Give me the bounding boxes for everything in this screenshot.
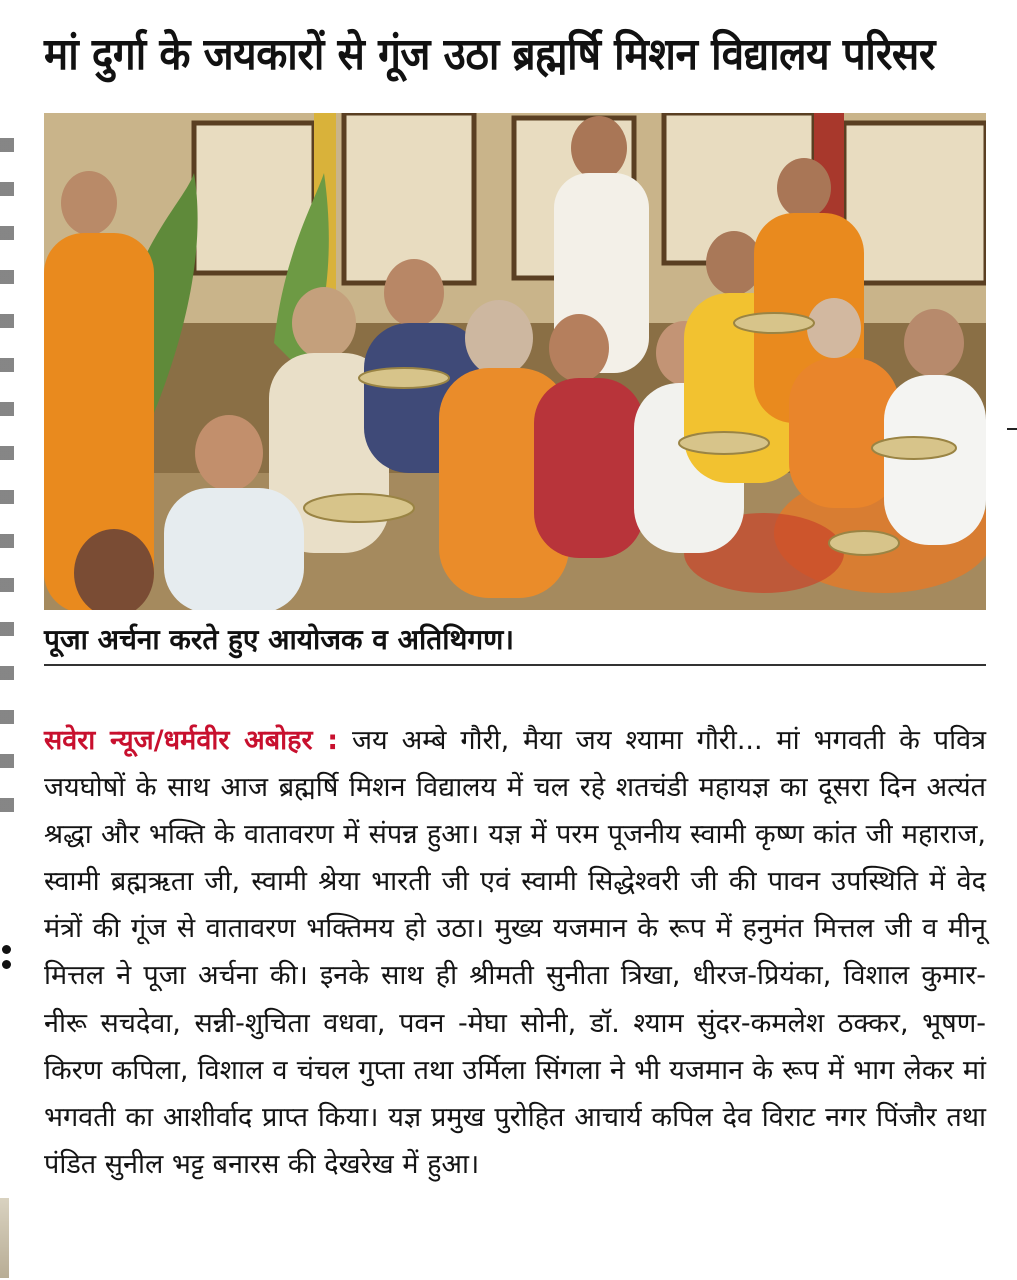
headline: मां दुर्गा के जयकारों से गूंज उठा ब्रह्मर्षि मिशन विद्यालय परिसर bbox=[44, 29, 935, 80]
photo-caption: पूजा अर्चना करते हुए आयोजक व अतिथिगण। bbox=[44, 618, 986, 666]
adjacent-column-edge bbox=[0, 120, 14, 840]
article-text: जय अम्बे गौरी, मैया जय श्यामा गौरी... मां भगवती के पवित्र जयघोषों के साथ आज ब्रह्मर्षि मिशन विद्यालय में चल रहे शतचंडी महायज्ञ का दूसरा दिन अत्यंत श्रद्धा और भक्ति के वातावरण में संपन्न हुआ। यज्ञ में परम पूजनीय स्वामी कृष्ण कांत जी महाराज, स्वामी ब्रह्मऋता जी, स्वामी श्रेया भारती जी एवं स्वामी सिद्धेश्वरी जी की पावन उपस्थिति में वेद मंत्रों की गूंज से वातावरण भक्तिमय हो उठा। मुख्य यजमान के रूप में हनुमंत मित्तल जी व मीनू मित्तल ने पूजा अर्चना की। इनके साथ ही श्रीमती सुनीता त्रिखा, धीरज-प्रियंका, विशाल कुमार- नीरू सचदेवा, सन्नी-शुचिता वधवा, पवन -मेघा सोनी, डॉ. श्याम सुंदर-कमलेश ठक्कर, भूषण-किरण कपिला, विशाल व चंचल गुप्ता तथा उर्मिला सिंगला ने भी यजमान के रूप में भाग लेकर मां भगवती का आशीर्वाद प्राप्त किया। यज्ञ प्रमुख पुरोहित आचार्य कपिल देव विराट नगर पिंजौर तथा पंडित सुनील भट्ट बनारस की देखरेख में हुआ। bbox=[44, 725, 986, 1180]
adjacent-rule-mark bbox=[1007, 428, 1017, 430]
byline: सवेरा न्यूज/धर्मवीर अबोहर : bbox=[44, 725, 339, 756]
news-photo bbox=[44, 113, 986, 610]
adjacent-photo-edge bbox=[0, 1198, 9, 1278]
adjacent-column-colon bbox=[2, 945, 12, 971]
article-body bbox=[44, 717, 986, 1188]
